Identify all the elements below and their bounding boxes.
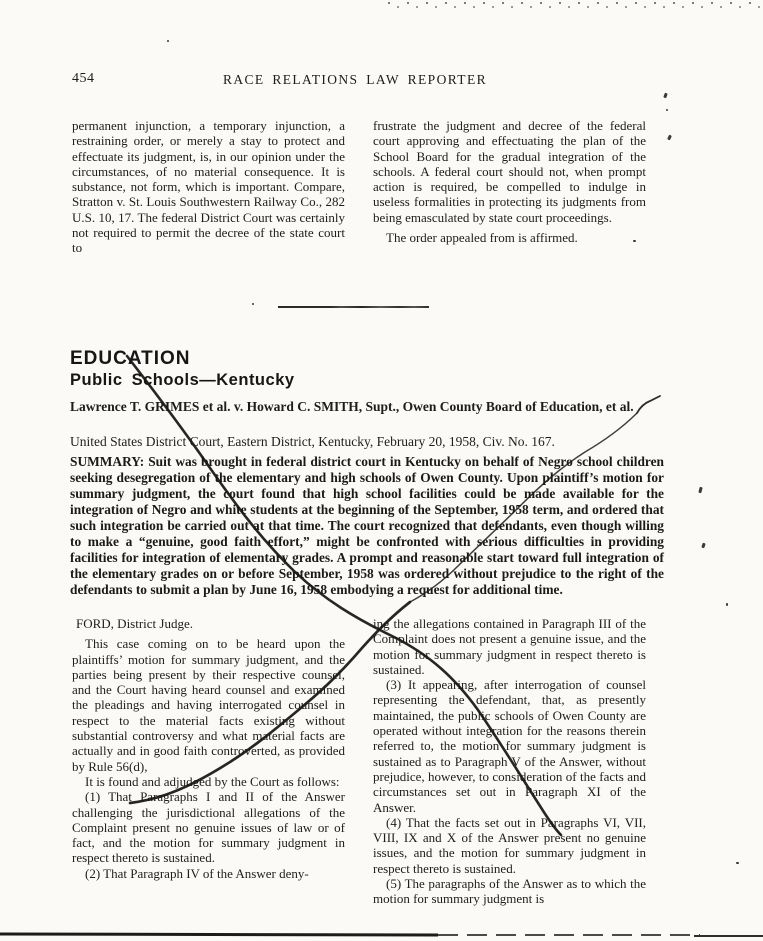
opinion-text-columns [72, 616, 646, 907]
scan-speck [167, 40, 169, 42]
scan-speck [736, 862, 739, 864]
body-paragraph: (5) The paragraphs of the Answer as to which the motion for summary judgment is [373, 876, 646, 907]
body-paragraph: ing the allegations contained in Paragraph III of the Complaint does not present a genuine issue, and the motion for summary judgment in respect thereto is sustained. [373, 616, 646, 677]
body-paragraph: frustrate the judgment and decree of the federal court approving and effectuating the plan of the School Board for the gradual integration of the schools. A federal court should not, when prompt action is required, be compelled to indulge in useless formalities in protecting its judgments from being emasculated by state court proceedings. [373, 118, 646, 225]
body-paragraph: (3) It appearing, after interrogation of counsel representing the defendant, that, as presently maintained, the public schools of Owen County are operated without integration for the reasons therein referred to, the motion for summary judgment is sustained as to Paragraph V of the Answer, without prejudice, however, to consideration of the facts and circumstances set out in Paragraph XI of the Answer. [373, 677, 646, 815]
prior-case-text-columns [72, 118, 646, 256]
body-paragraph: (2) That Paragraph IV of the Answer deny- [85, 865, 309, 881]
topic-heading: Public Schools—Kentucky [70, 371, 295, 389]
section-divider-rule [278, 306, 429, 308]
scan-speck [726, 603, 728, 606]
court-citation-line: United States District Court, Eastern District, Kentucky, February 20, 1958, Civ. No. 167. [70, 434, 555, 449]
case-name: Lawrence T. GRIMES et al. v. Howard C. SMITH, Supt., Owen County Board of Education, et al. [70, 399, 634, 414]
scan-speck [701, 543, 705, 549]
body-paragraph: (1) That Paragraphs I and II of the Answer challenging the jurisdictional allegations of the Complaint present no genuine issues of law or of fact, and the motion for summary judgment in respect thereto is sustained. [72, 789, 345, 866]
scan-speck [667, 135, 672, 141]
body-paragraph: This case coming on to be heard upon the plaintiffs’ motion for summary judgment, and the parties being present by their respective counsel, and the Court having heard counsel and examined the pleadings and having interrogated counsel in respect to the material facts existing without substantial controversy and what material facts are actually and in good faith controverted, as provided by Rule 56(d), [72, 636, 345, 774]
perforation-dots-artifact [388, 2, 761, 9]
scan-speck [666, 109, 668, 111]
section-heading: EDUCATION [70, 348, 191, 369]
scan-speck [698, 487, 702, 494]
scan-speck [252, 303, 254, 305]
body-paragraph: The order appealed from is affirmed. [386, 230, 578, 246]
scan-edge-band [0, 933, 438, 937]
scan-speck [663, 93, 668, 99]
left-column [72, 616, 345, 907]
case-summary: SUMMARY: Suit was brought in federal district court in Kentucky on behalf of Negro school children seeking desegregation of the elementary and high schools of Owen County. Upon plaintiff’s motion for summary judgment, the court found that high school facilities could be made available for the integration of Negro and white students at the beginning of the September, 1958 term, and ordered that such integration be carried out at that time. The court recognized that defendants, even though willing to make a “genuine, good faith effort,” might be confronted with serious difficulties in providing facilities for integration of elementary grades. A prompt and reasonable start toward full integration of the elementary grades on or before September, 1958 was ordered without prejudice to the right of the defendants to submit a plan by June 16, 1958 embodying a request for additional time. [70, 454, 664, 597]
body-paragraph: permanent injunction, a temporary injunction, a restraining order, or merely a stay to protect and effectuate its judgment, is, in our opinion under the circumstances, of no material consequence. It is substance, not form, which is important. Compare, Stratton v. St. Louis Southwestern Railway Co., 282 U.S. 10, 17. The federal District Court was certainly not required to permit the decree of the state court to [72, 118, 345, 256]
scan-edge-band [438, 934, 700, 936]
left-column [72, 118, 345, 256]
right-column [373, 616, 646, 907]
body-paragraph: It is found and adjudged by the Court as follows: [85, 773, 340, 789]
right-column [373, 118, 646, 256]
page-number: 454 [72, 71, 95, 86]
running-header-title: RACE RELATIONS LAW REPORTER [222, 72, 488, 87]
body-paragraph: (4) That the facts set out in Paragraphs VI, VII, VIII, IX and X of the Answer present no genuine issues, and the motion for summary judgment in respect thereto is sustained. [373, 814, 646, 876]
scan-edge-band [694, 935, 763, 937]
judge-line: FORD, District Judge. [76, 616, 193, 631]
scan-speck [633, 240, 636, 242]
